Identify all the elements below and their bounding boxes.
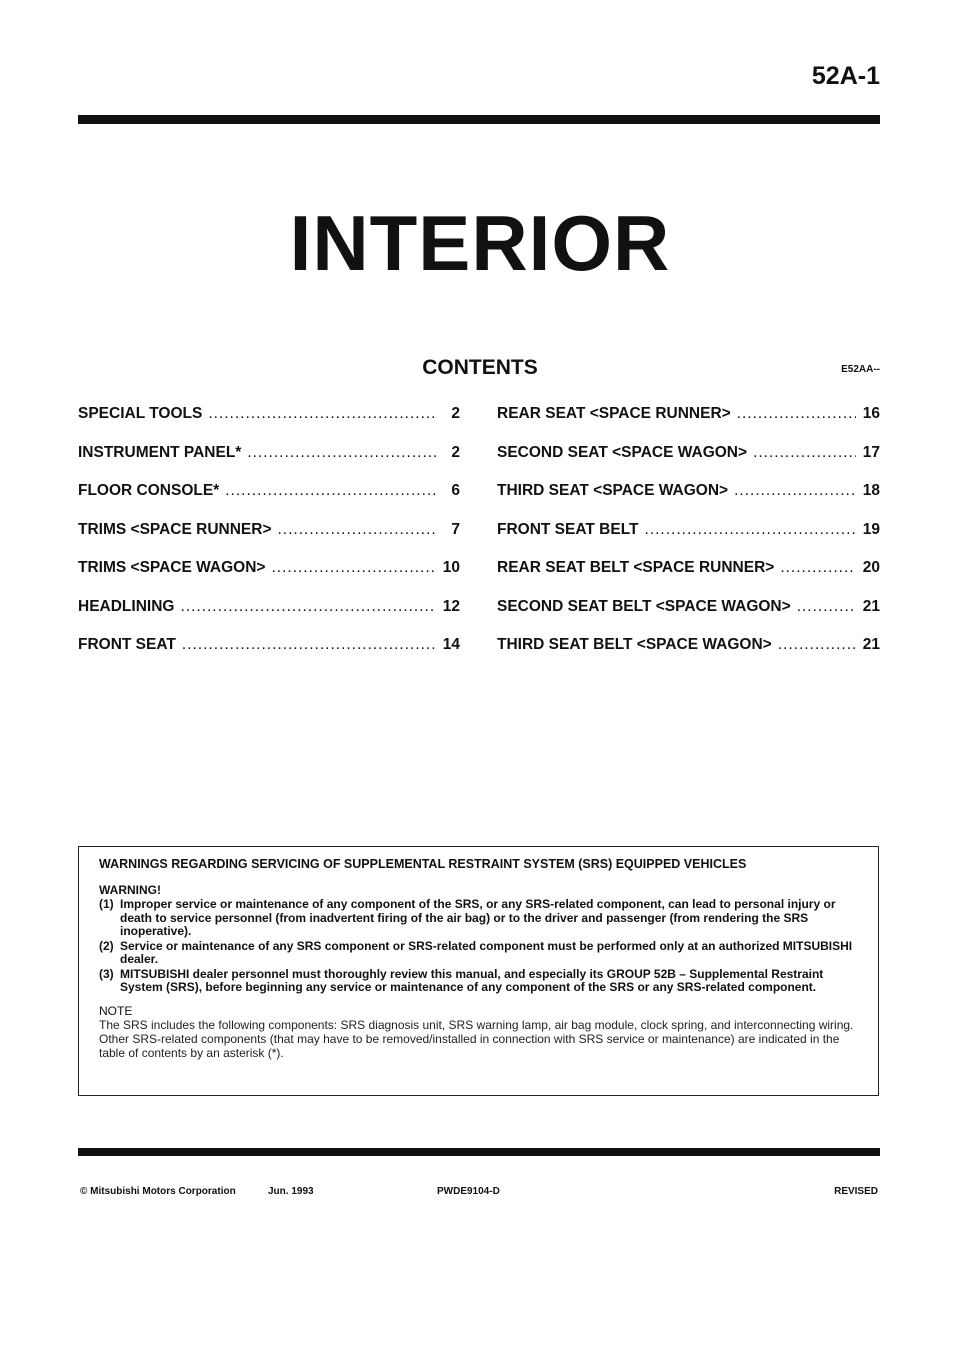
- toc-label: SECOND SEAT <SPACE WAGON>: [497, 443, 748, 461]
- toc-label: THIRD SEAT BELT <SPACE WAGON>: [497, 636, 772, 653]
- toc-page: 12: [442, 597, 460, 615]
- footer-status: REVISED: [834, 1186, 878, 1197]
- page-number: 52A-1: [811, 62, 880, 90]
- toc-leader: [180, 598, 436, 616]
- top-rule: [78, 115, 880, 124]
- warning-item-number: (2): [99, 938, 114, 953]
- toc-leader: [247, 444, 436, 462]
- toc-entry-trims-space-runner[interactable]: [78, 521, 460, 560]
- toc-entry-instrument-panel[interactable]: [78, 444, 460, 483]
- toc-label: REAR SEAT <SPACE RUNNER>: [497, 405, 731, 422]
- toc-left-column: [78, 405, 460, 675]
- toc-leader: [737, 405, 856, 423]
- toc-leader: [271, 559, 436, 577]
- warning-item: [99, 898, 864, 939]
- toc-page: 6: [451, 482, 460, 499]
- doc-code: E52AA--: [841, 364, 880, 375]
- toc-page: 2: [451, 405, 460, 422]
- toc-leader: [208, 405, 436, 423]
- toc-entry-third-seat[interactable]: [497, 482, 880, 521]
- toc-page: 17: [862, 443, 880, 461]
- footer-code: PWDE9104-D: [437, 1186, 500, 1197]
- warning-item-text: Improper service or maintenance of any component of the SRS, or any SRS-related component, can lead to personal injury or death to service personnel (from inadvertent firing of the air bag) or to the driver and passenger (from rendering the SRS inoperative).: [120, 897, 836, 938]
- toc-entry-headlining[interactable]: [78, 598, 460, 637]
- toc-leader: [734, 482, 856, 500]
- toc-label: SECOND SEAT BELT <SPACE WAGON>: [497, 597, 791, 615]
- toc-entry-front-seat[interactable]: [78, 636, 460, 675]
- warning-item-text: MITSUBISHI dealer personnel must thoroughly review this manual, and especially its GROUP 52B – Supplemental Restraint System (SRS), before beginning any service or maintenance of any component of the SRS or any SRS-related component.: [120, 966, 824, 994]
- toc-entry-trims-space-wagon[interactable]: [78, 559, 460, 598]
- footer-date: Jun. 1993: [268, 1186, 314, 1197]
- warning-label: WARNING!: [99, 883, 161, 897]
- toc-label: TRIMS <SPACE WAGON>: [78, 559, 266, 576]
- toc-page: 10: [442, 559, 460, 576]
- footer-copyright: © Mitsubishi Motors Corporation: [80, 1186, 236, 1197]
- toc-leader: [797, 598, 856, 616]
- toc-label: SPECIAL TOOLS: [78, 405, 203, 422]
- toc-page: 16: [862, 405, 880, 422]
- note-label: NOTE: [99, 1003, 133, 1018]
- toc-page: 21: [862, 597, 880, 615]
- toc-label: FLOOR CONSOLE*: [78, 482, 220, 499]
- toc-label: FRONT SEAT BELT: [497, 520, 639, 538]
- toc-page: 19: [862, 520, 880, 538]
- warning-item-number: (1): [99, 897, 114, 911]
- warning-item: [99, 940, 864, 967]
- warning-heading: WARNINGS REGARDING SERVICING OF SUPPLEMENTAL RESTRAINT SYSTEM (SRS) EQUIPPED VEHICLES: [99, 857, 747, 871]
- toc-entry-rear-seat[interactable]: [497, 405, 880, 444]
- toc-entry-second-seat-belt[interactable]: [497, 598, 880, 637]
- srs-warning-box: [78, 846, 879, 1096]
- warning-item-number: (3): [99, 966, 114, 981]
- note-text: The SRS includes the following components: SRS diagnosis unit, SRS warning lamp, air bag module, clock spring, and interconnecting wiring. Other SRS-related components (that may have to be removed/installed in connection with SRS service or maintenance) are indicated in the table of contents by an asterisk (*).: [99, 1017, 854, 1060]
- toc-page: 18: [862, 482, 880, 499]
- toc-label: REAR SEAT BELT <SPACE RUNNER>: [497, 559, 775, 576]
- toc-right-column: [497, 405, 880, 675]
- toc-leader: [753, 444, 856, 462]
- toc-leader: [182, 636, 436, 654]
- toc-page: 20: [862, 559, 880, 576]
- toc-entry-floor-console[interactable]: [78, 482, 460, 521]
- warning-item: [99, 968, 864, 995]
- page-title: INTERIOR: [289, 199, 671, 287]
- toc-page: 14: [442, 636, 460, 653]
- toc-label: HEADLINING: [78, 597, 175, 615]
- toc-leader: [778, 636, 856, 654]
- warning-item-text: Service or maintenance of any SRS component or SRS-related component must be performed only at an authorized MITSUBISHI dealer.: [120, 938, 853, 966]
- toc-entry-front-seat-belt[interactable]: [497, 521, 880, 560]
- toc-entry-third-seat-belt[interactable]: [497, 636, 880, 675]
- toc-leader: [645, 521, 857, 539]
- toc-label: FRONT SEAT: [78, 636, 176, 653]
- toc-page: 21: [862, 636, 880, 653]
- toc-entry-second-seat[interactable]: [497, 444, 880, 483]
- toc-leader: [225, 482, 436, 500]
- contents-heading: CONTENTS: [422, 356, 538, 379]
- toc-page: 2: [451, 443, 460, 461]
- toc-leader: [278, 521, 437, 539]
- toc-label: INSTRUMENT PANEL*: [78, 443, 242, 461]
- toc-entry-rear-seat-belt[interactable]: [497, 559, 880, 598]
- bottom-rule: [78, 1148, 880, 1156]
- toc-page: 7: [451, 520, 460, 538]
- toc-label: THIRD SEAT <SPACE WAGON>: [497, 482, 729, 499]
- toc-leader: [780, 559, 856, 577]
- toc-entry-special-tools[interactable]: [78, 405, 460, 444]
- toc-label: TRIMS <SPACE RUNNER>: [78, 520, 272, 538]
